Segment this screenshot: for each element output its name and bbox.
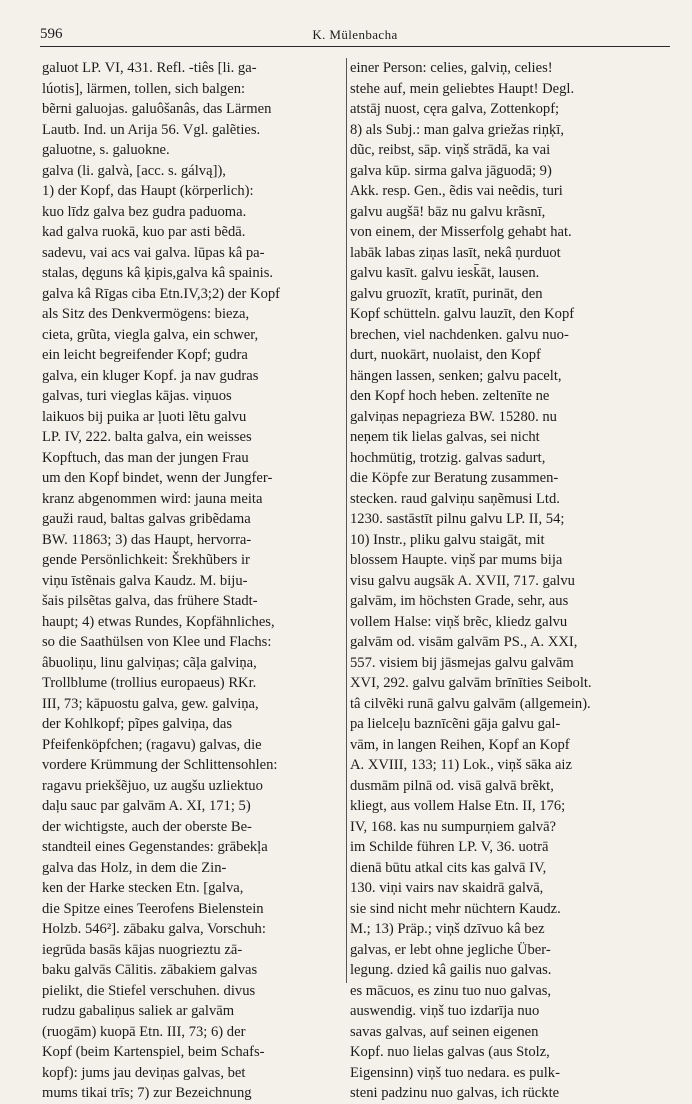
text-line: galvu augšā! bāz nu galvu krãsnī, xyxy=(350,203,546,220)
text-line: (ruogām) kuopā Etn. III, 73; 6) der xyxy=(42,1023,246,1040)
text-line: bẽrni galuojas. galuôšanâs, das Lärmen xyxy=(42,101,272,117)
text-line: auswendig. viņš tuo izdarīja nuo xyxy=(350,1003,540,1019)
text-line: blossem Haupte. viņš par mums bija xyxy=(350,552,563,568)
text-line: die Spitze eines Teerofens Bielenstein xyxy=(42,900,264,917)
text-line: Eigensinn) viņš tuo nedara. es pulk- xyxy=(350,1064,560,1081)
text-line: stalas, dęguns kâ ķipis,galva kâ spainis. xyxy=(42,265,274,281)
text-line: Kopftuch, das man der jungen Frau xyxy=(42,449,249,466)
text-line: IV, 168. kas nu sumpurņiem galvā? xyxy=(350,818,557,835)
text-line: cieta, grũta, viegla galva, ein schwer, xyxy=(42,326,259,343)
text-line: dusmām pilnā od. visā galvā brẽkt, xyxy=(350,777,554,794)
right-column xyxy=(350,58,668,1104)
text-line: vordere Krümmung der Schlittensohlen: xyxy=(42,757,278,773)
text-line: 557. visiem bij jāsmejas galvu galvām xyxy=(350,654,574,671)
text-line: LP. IV, 222. balta galva, ein weisses xyxy=(42,429,252,445)
text-line: brechen, viel nachdenken. galvu nuo- xyxy=(350,326,569,343)
text-line: ragavu priekšẽjuo, uz augšu uzliektuo xyxy=(42,777,263,794)
text-line: kranz abgenommen wird: jauna meita xyxy=(42,490,263,507)
text-line: XVI, 292. galvu galvām brīnīties Seibolt. xyxy=(350,675,592,691)
text-line: atstāj nuost, cęra galva, Zottenkopf; xyxy=(350,101,560,117)
text-line: einer Person: celies, galviņ, celies! xyxy=(350,60,553,76)
text-line: iegrūda basās kājas nuogrieztu zā- xyxy=(42,941,243,958)
text-line: stecken. raud galviņu saņẽmusi Ltd. xyxy=(350,490,560,507)
text-line: 1) der Kopf, das Haupt (körperlich): xyxy=(42,183,254,199)
text-line: visu galvu augsāk A. XVII, 717. galvu xyxy=(350,572,575,589)
text-line: Akk. resp. Gen., ẽdis vai neẽdis, turi xyxy=(350,183,563,199)
text-line: Lautb. Ind. un Arija 56. Vgl. galẽties. xyxy=(42,121,261,138)
text-line: so die Saathülsen von Klee und Flachs: xyxy=(42,634,272,650)
text-line: laikuos bij puika ar ļuoti lẽtu galvu xyxy=(42,408,247,425)
text-line: von einem, der Misserfolg gehabt hat. xyxy=(350,224,572,240)
text-line: neņem tik lielas galvas, sei nicht xyxy=(350,429,540,445)
text-line: ein leicht begreifender Kopf; gudra xyxy=(42,347,248,363)
text-line: standteil eines Gegenstandes: grābekļa xyxy=(42,839,268,855)
text-line: Kopf. nuo lielas galvas (aus Stolz, xyxy=(350,1044,550,1060)
text-line: im Schilde führen LP. V, 36. uotrā xyxy=(350,839,549,855)
text-line: mums tikai trīs; 7) zur Bezeichnung xyxy=(42,1085,252,1101)
text-line: Holzb. 546²]. zābaku galva, Vorschuh: xyxy=(42,921,266,937)
text-line: gauži raud, baltas galvas gribẽdama xyxy=(42,511,251,527)
text-line: šais pilsẽtas galva, das frühere Stadt- xyxy=(42,593,258,609)
text-line: galvas, turi vieglas kājas. viņuos xyxy=(42,388,232,404)
text-line: sadevu, vai acs vai galva. lūpas kâ pa- xyxy=(42,244,265,261)
text-line: steni padzinu nuo galvas, ich rückte xyxy=(350,1085,560,1101)
text-line: Kopf (beim Kartenspiel, beim Schafs- xyxy=(42,1044,265,1060)
text-line: galvu kasīt. galvu iesk̄āt, lausen. xyxy=(350,265,540,281)
text-line: den Kopf hoch heben. zeltenīte ne xyxy=(350,388,550,404)
text-line: kad galva ruokā, kuo par asti bẽdā. xyxy=(42,224,246,240)
text-line: vām, in langen Reihen, Kopf an Kopf xyxy=(350,736,570,753)
text-line: galuot LP. VI, 431. Refl. -tiês [li. ga- xyxy=(42,60,257,76)
text-line: viņu īstẽnais galva Kaudz. M. biju- xyxy=(42,572,248,589)
text-line: labāk labas ziņas lasīt, nekâ ņurduot xyxy=(350,244,561,261)
text-line: die Köpfe zur Beratung zusammen- xyxy=(350,470,559,486)
text-line: kuo līdz galva bez gudra paduoma. xyxy=(42,203,247,220)
text-line: galva, ein kluger Kopf. ja nav gudras xyxy=(42,367,259,384)
text-line: A. XVIII, 133; 11) Lok., viņš sāka aiz xyxy=(350,757,572,773)
text-line: gende Persönlichkeit: Šrekhũbers ir xyxy=(42,552,250,568)
text-line: rudzu gabaliņus saliek ar galvām xyxy=(42,1003,235,1019)
page-header xyxy=(40,20,670,47)
text-line: galvām od. visām galvām PS., A. XXI, xyxy=(350,634,578,650)
text-line: legung. dzied kâ gailis nuo galvas. xyxy=(350,962,552,978)
text-line: Pfeifenköpfchen; (ragavu) galvas, die xyxy=(42,736,262,753)
text-line: galuotne, s. galuokne. xyxy=(42,142,170,158)
text-line: ken der Harke stecken Etn. [galva, xyxy=(42,880,244,896)
text-line: galvu gruozīt, kratīt, purināt, den xyxy=(350,285,543,302)
text-line: galva kūp. sirma galva jāguodā; 9) xyxy=(350,162,552,179)
text-line: BW. 11863; 3) das Haupt, hervorra- xyxy=(42,531,252,548)
column-divider xyxy=(346,58,347,983)
text-line: baku galvās Cālitis. zābakiem galvas xyxy=(42,962,258,978)
text-line: 130. viņi vairs nav skaidrā galvā, xyxy=(350,880,544,896)
text-line: kliegt, aus vollem Halse Etn. II, 176; xyxy=(350,798,566,814)
text-line: sie sind nicht mehr nüchtern Kaudz. xyxy=(350,900,561,917)
text-line: stehe auf, mein geliebtes Haupt! Degl. xyxy=(350,80,575,97)
text-line: tâ cilvẽki runā galvu galvām (allgemein). xyxy=(350,695,591,712)
text-line: galva das Holz, in dem die Zin- xyxy=(42,859,227,876)
text-line: 8) als Subj.: man galva griežas riņķī, xyxy=(350,121,564,138)
text-line: dũc, reibst, sāp. viņš strādā, ka vai xyxy=(350,142,551,158)
text-line: es mācuos, es zinu tuo nuo galvas, xyxy=(350,982,552,999)
text-line: galviņas nepagrieza BW. 15280. nu xyxy=(350,408,557,425)
page-number: 596 xyxy=(40,26,63,42)
text-line: III, 73; kāpuostu galva, gew. galviņa, xyxy=(42,695,259,712)
text-line: âbuoliņu, linu galviņas; cãļa galviņa, xyxy=(42,654,257,671)
text-line: dienā būtu atkal cits kas galvā IV, xyxy=(350,859,547,876)
text-line: galva kâ Rīgas ciba Etn.IV,3;2) der Kopf xyxy=(42,285,281,302)
text-line: daļu sauc par galvām A. XI, 171; 5) xyxy=(42,798,251,814)
text-line: als Sitz des Denkvermögens: bieza, xyxy=(42,306,250,322)
text-line: pielikt, die Stiefel verschuhen. divus xyxy=(42,982,256,999)
text-line: savas galvas, auf seinen eigenen xyxy=(350,1023,539,1040)
text-line: lúotis], lärmen, tollen, sich balgen: xyxy=(42,80,246,97)
text-line: 10) Instr., pliku galvu staigāt, mit xyxy=(350,531,545,548)
text-line: Kopf schütteln. galvu lauzīt, den Kopf xyxy=(350,306,575,322)
text-line: kopf): jums jau deviņas galvas, bet xyxy=(42,1064,246,1081)
left-column xyxy=(42,58,342,1104)
text-line: der Kohlkopf; pĩpes galviņa, das xyxy=(42,716,233,732)
text-line: der wichtigste, auch der oberste Be- xyxy=(42,818,252,835)
text-line: galvas, er lebt ohne jegliche Über- xyxy=(350,941,551,958)
text-line: galvām, im höchsten Grade, sehr, aus xyxy=(350,593,569,609)
text-line: galva (li. galvà, [acc. s. gálvą]), xyxy=(42,162,226,179)
running-title: K. Mülenbacha xyxy=(312,27,398,42)
text-line: um den Kopf bindet, wenn der Jungfer- xyxy=(42,470,273,486)
text-line: durt, nuokārt, nuolaist, den Kopf xyxy=(350,347,541,363)
text-line: hängen lassen, senken; galvu pacelt, xyxy=(350,367,562,384)
text-line: Trollblume (trollius europaeus) RKr. xyxy=(42,675,257,691)
text-line: M.; 13) Präp.; viņš dzīvuo kâ bez xyxy=(350,921,545,937)
text-line: hochmütig, trotzig. galvas sadurt, xyxy=(350,449,546,466)
text-line: 1230. sastāstīt pilnu galvu LP. II, 54; xyxy=(350,511,565,527)
text-line: haupt; 4) etwas Rundes, Kopfähnliches, xyxy=(42,613,275,630)
text-line: vollem Halse: viņš brẽc, kliedz galvu xyxy=(350,613,568,630)
text-line: pa lielceļu baznīcẽni gāja galvu gal- xyxy=(350,716,561,732)
